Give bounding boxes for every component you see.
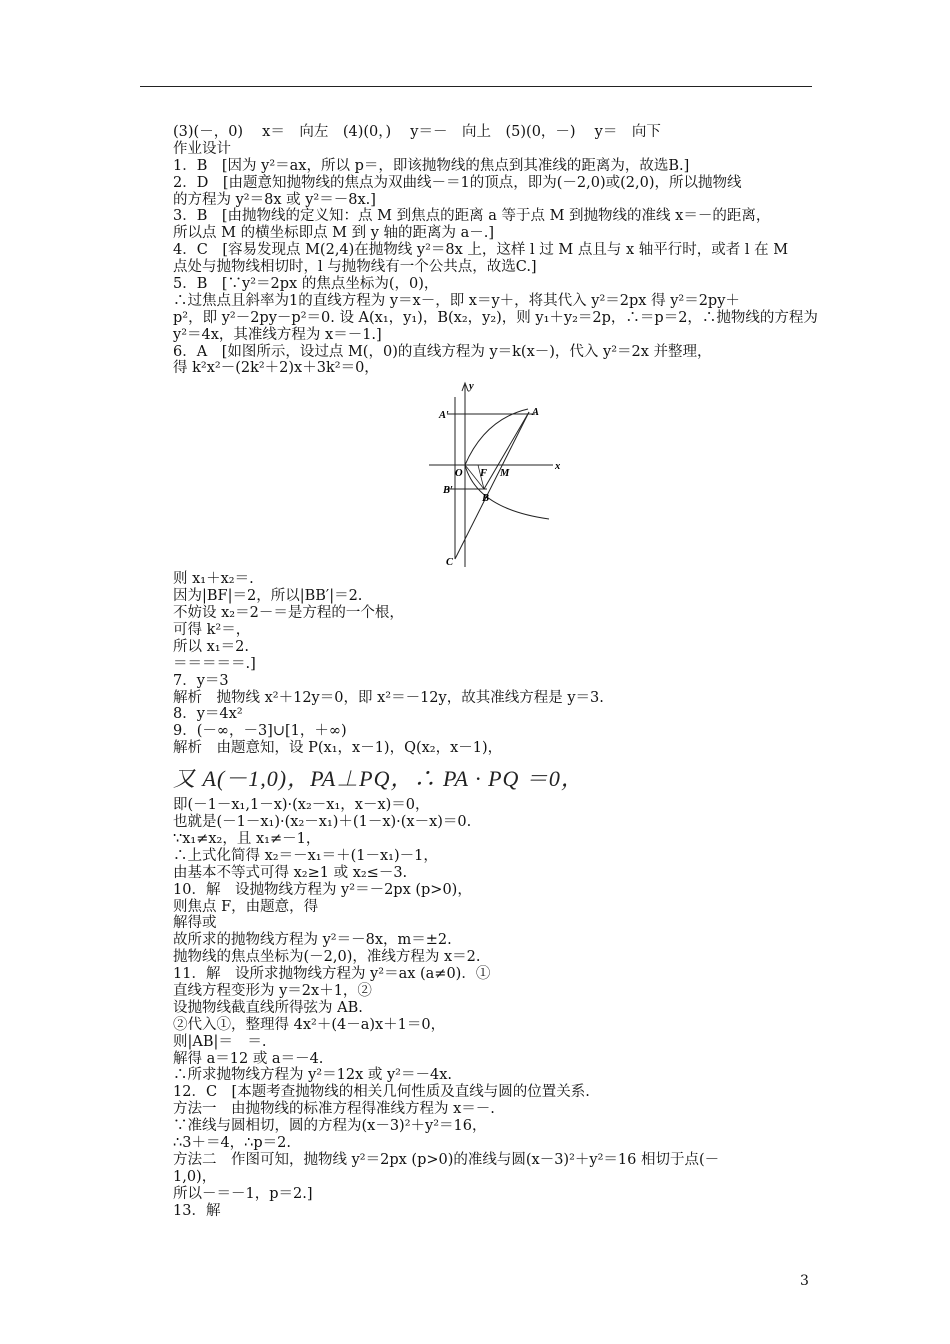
parabola-figure xyxy=(425,379,575,569)
text-line: 解得或 xyxy=(173,915,217,932)
label-a: A xyxy=(532,407,540,419)
text-line: ∵x₁≠x₂，且 x₁≠－1， xyxy=(173,830,321,847)
label-y: y xyxy=(469,381,474,393)
text-line: 方法一 由抛物线的标准方程得准线方程为 x＝－. xyxy=(173,1101,495,1118)
text-line: 所以点 M 的横坐标即点 M 到 y 轴的距离为 a－.] xyxy=(173,225,495,242)
text-line: 9．(－∞，－3]∪[1，＋∞) xyxy=(173,723,347,740)
text-line: ＝＝＝＝＝.] xyxy=(173,655,256,672)
text-line: ∴所求抛物线方程为 y²＝12x 或 y²＝－4x. xyxy=(173,1067,452,1084)
text-line: ∴上式化简得 x₂＝－x₁＝＋(1－x₁)－1， xyxy=(173,847,438,864)
label-f: F xyxy=(480,468,488,480)
text-line: 则焦点 F，由题意，得 xyxy=(173,898,319,915)
text-line: 故所求的抛物线方程为 y²＝－8x，m＝±2. xyxy=(173,932,452,949)
text-line: 直线方程变形为 y＝2x＋1，② xyxy=(173,982,372,999)
text-line: (3)(－，0) x＝ 向左 (4)(0，) y＝－ 向上 (5)(0，－) y＝ 向下 xyxy=(173,124,661,140)
text-line: 8．y＝4x² xyxy=(173,706,243,723)
label-c: C xyxy=(446,557,454,569)
text-line: 抛物线的焦点坐标为(－2,0)，准线方程为 x＝2. xyxy=(173,949,481,966)
text-line: 10．解 设抛物线方程为 y²＝－2px (p>0)， xyxy=(173,881,472,898)
label-a-prime: A′ xyxy=(439,410,449,422)
text-line: 13．解 xyxy=(173,1202,221,1219)
text-line: 所以－＝－1，p＝2.] xyxy=(173,1185,313,1202)
text-line: 4．C [容易发现点 M(2,4)在抛物线 y²＝8x 上，这样 l 过 M 点且与 x 轴平行时，或者 l 在 M xyxy=(173,242,789,259)
text-line: 7．y＝3 xyxy=(173,672,229,689)
vector-equation-image: 又 A(－1,0)，PA⊥PQ，∴ PA · PQ ＝0， xyxy=(173,766,584,792)
label-b-prime: B′ xyxy=(443,485,453,497)
label-b: B xyxy=(482,493,490,505)
text-line: 12．C [本题考查抛物线的相关几何性质及直线与圆的位置关系. xyxy=(173,1084,590,1101)
text-line: 解析 抛物线 x²＋12y＝0，即 x²＝－12y，故其准线方程是 y＝3. xyxy=(173,689,604,706)
text-line: 6．A [如图所示，设过点 M(，0)的直线方程为 y＝k(x－)，代入 y²＝2x 并整理， xyxy=(173,343,712,360)
text-line: 2．D [由题意知抛物线的焦点为双曲线－＝1的顶点，即为(－2,0)或(2,0)，所以抛物线 xyxy=(173,174,742,191)
text-line: ∴过焦点且斜率为1的直线方程为 y＝x－，即 x＝y＋，将其代入 y²＝2px 得 y²＝2py＋ xyxy=(173,292,740,309)
text-line: 5．B [∵y²＝2px 的焦点坐标为(，0)， xyxy=(173,276,439,293)
text-line: p²，即 y²－2py－p²＝0. 设 A(x₁，y₁)，B(x₂，y₂)，则 y₁＋y₂＝2p，∴＝p＝2，∴抛物线的方程为 xyxy=(173,309,818,326)
text-line: 点处与抛物线相切时，l 与抛物线有一个公共点，故选C.] xyxy=(173,259,537,276)
text-line: ∴3＋＝4，∴p＝2. xyxy=(173,1134,292,1151)
text-line: 即(－1－x₁,1－x)·(x₂－x₁，x－x)＝0， xyxy=(173,797,430,814)
text-line: 11．解 设所求抛物线方程为 y²＝ax (a≠0)．① xyxy=(173,966,491,983)
text-line: 因为|BF|＝2，所以|BB′|＝2. xyxy=(173,588,363,605)
text-line: ②代入①，整理得 4x²＋(4－a)x＋1＝0， xyxy=(173,1016,446,1033)
line-ac xyxy=(455,412,529,559)
parabola-curve xyxy=(465,409,549,519)
document-body xyxy=(173,124,818,1219)
text-line: ∵准线与圆相切，圆的方程为(x－3)²＋y²＝16， xyxy=(173,1118,487,1135)
page-number: 3 xyxy=(800,1273,809,1289)
text-line: 也就是(－1－x₁)·(x₂－x₁)＋(1－x)·(x－x)＝0. xyxy=(173,814,472,831)
text-line: 解得 a＝12 或 a＝－4. xyxy=(173,1050,324,1067)
header-rule xyxy=(140,86,812,87)
section-title: 作业设计 xyxy=(173,140,231,157)
text-line: 得 k²x²－(2k²＋2)x＋3k²＝0， xyxy=(173,360,379,377)
text-line: 则|AB|＝ ＝. xyxy=(173,1033,267,1050)
label-m: M xyxy=(500,468,510,480)
text-line: 不妨设 x₂＝2－＝是方程的一个根， xyxy=(173,605,404,622)
label-x: x xyxy=(555,461,561,473)
text-line: 解析 由题意知，设 P(x₁，x－1)，Q(x₂，x－1)， xyxy=(173,740,503,757)
text-line: 方法二 作图可知，抛物线 y²＝2px (p>0)的准线与圆(x－3)²＋y²＝16 相切于点(－ xyxy=(173,1151,720,1168)
text-line: 所以 x₁＝2. xyxy=(173,638,249,655)
text-line: y²＝4x，其准线方程为 x＝－1.] xyxy=(173,326,382,343)
label-o: O xyxy=(455,468,463,480)
text-line: 则 x₁＋x₂＝. xyxy=(173,571,254,588)
text-line: 3．B [由抛物线的定义知：点 M 到焦点的距离 a 等于点 M 到抛物线的准线 x＝－的距离， xyxy=(173,208,771,225)
text-line: 1,0)， xyxy=(173,1168,217,1185)
text-line: 的方程为 y²＝8x 或 y²＝－8x.] xyxy=(173,191,376,208)
text-line: 可得 k²＝， xyxy=(173,622,251,639)
text-line: 设抛物线截直线所得弦为 AB. xyxy=(173,999,363,1016)
text-line: 1．B [因为 y²＝ax，所以 p＝，即该抛物线的焦点到其准线的距离为，故选B.] xyxy=(173,157,690,174)
parabola-diagram xyxy=(425,379,575,569)
text-line: 由基本不等式可得 x₂≥1 或 x₂≤－3. xyxy=(173,864,408,881)
